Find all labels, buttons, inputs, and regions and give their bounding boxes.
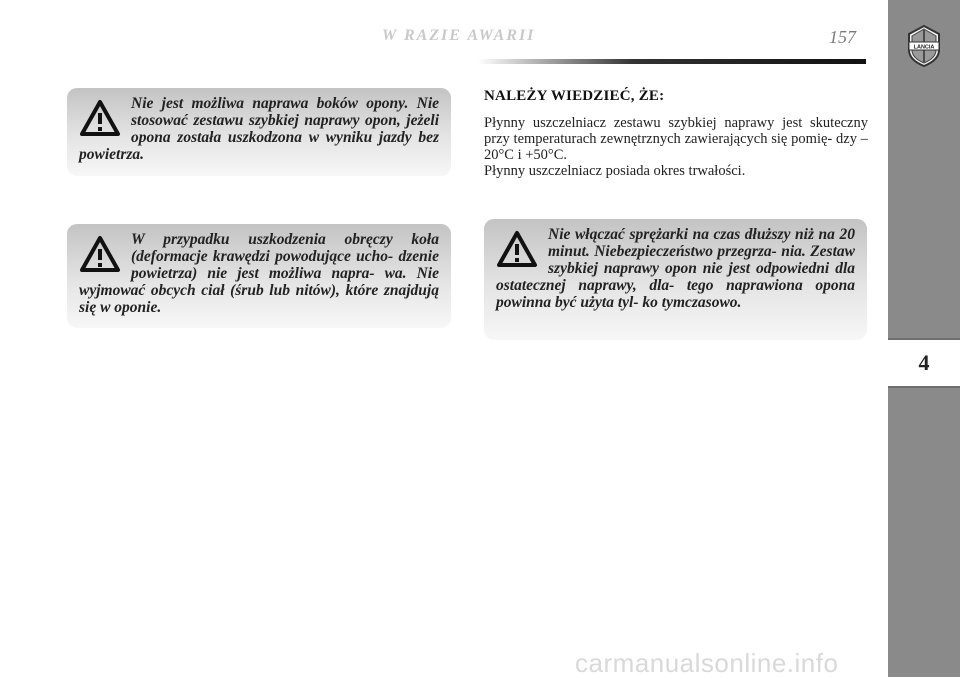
know-paragraph: Płynny uszczelniacz zestawu szybkiej naprawy jest skuteczny przy temperaturach zewnętrznych zawierających się pomię- dzy –20°C i +50°C. [484,115,868,163]
warning-triangle-icon [79,235,121,273]
watermark: carmanualsonline.info [575,648,839,678]
page-number: 157 [829,27,856,47]
warning-triangle-icon [79,99,121,137]
warning-text: W przypadku uszkodzenia obręczy koła (deformacje krawędzi powodujące ucho- dzenie powietrza) nie jest możliwa napra- wa. Nie wyjmować obcych ciał (śrub lub nitów), które znajdują się w oponie. [79,231,439,316]
lancia-logo [905,24,943,68]
header-divider [478,59,866,64]
know-heading: NALEŻY WIEDZIEĆ, ŻE: [484,88,665,104]
know-paragraph: Płynny uszczelniacz posiada okres trwałości. [484,163,746,179]
know-body [484,115,868,179]
warning-text: Nie jest możliwa naprawa boków opony. Nie stosować zestawu szybkiej naprawy opon, jeżeli opona została uszkodzona w wyniku jazdy bez powietrza. [79,95,439,163]
warning-triangle-icon [496,230,538,268]
warning-box-side-repair [67,88,451,176]
section-title: W RAZIE AWARII [382,27,536,44]
chapter-tab[interactable]: 4 [888,338,960,388]
warning-text: Nie włączać sprężarki na czas dłuższy niż na 20 minut. Niebezpieczeństwo przegrza- nia. Zestaw szybkiej naprawy opon nie jest odpowiedni dla ostatecznej naprawy, dla- tego naprawiona opona powinna być użyta tyl- ko tymczasowo. [496,226,855,311]
warning-box-compressor [484,219,867,340]
logo-text: LANCIA [913,44,935,51]
warning-box-rim-damage [67,224,451,328]
